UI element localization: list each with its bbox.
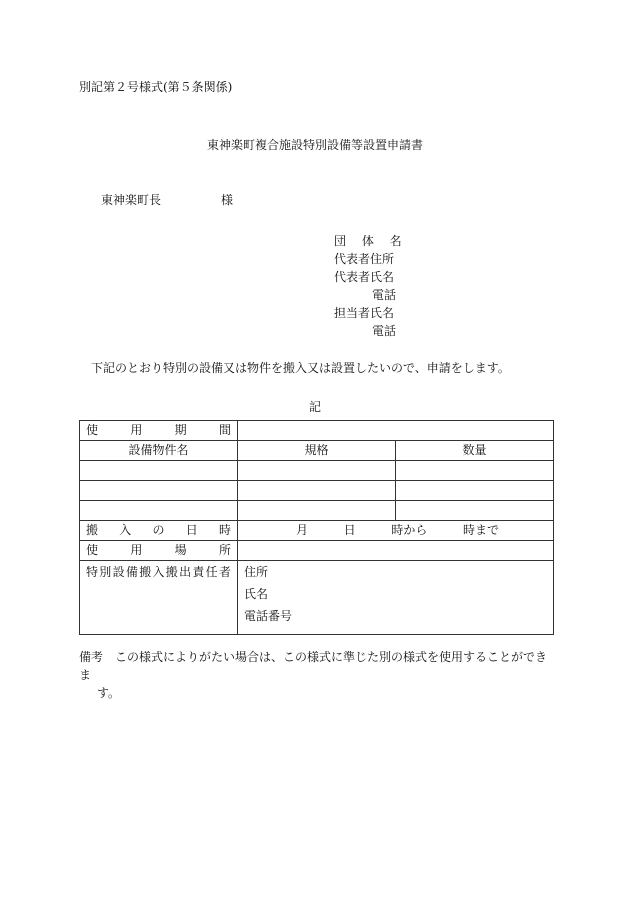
period-value-cell[interactable] xyxy=(238,421,554,441)
table-row xyxy=(80,521,554,541)
resp-name-label: 氏名 xyxy=(244,587,269,601)
qty-cell[interactable] xyxy=(396,501,554,521)
item-cell[interactable] xyxy=(80,461,238,481)
contact-phone-label: 電話 xyxy=(371,324,396,338)
carry-day: 日 xyxy=(343,523,356,538)
rep-name-label: 代表者氏名 xyxy=(334,270,395,284)
table-row xyxy=(80,421,554,441)
place-value-cell[interactable] xyxy=(238,541,554,561)
applicant-block xyxy=(334,232,408,340)
note xyxy=(79,648,555,702)
item-cell[interactable] xyxy=(80,501,238,521)
table-row xyxy=(80,481,554,501)
spec-cell[interactable] xyxy=(238,481,396,501)
carry-to: 時まで xyxy=(462,523,499,538)
carry-from: 時から xyxy=(391,523,428,538)
addressee-honorific: 様 xyxy=(221,193,234,207)
table-row xyxy=(80,561,554,635)
document-title: 東神楽町複合施設特別設備等設置申請書 xyxy=(206,138,423,152)
col-spec-header: 規格 xyxy=(238,441,396,461)
addressee-name: 東神楽町長 xyxy=(101,193,162,207)
contact-name-label: 担当者氏名 xyxy=(334,306,395,320)
note-line-1: 備考 この様式によりがたい場合は、この様式に準じた別の様式を使用することができま xyxy=(79,650,548,682)
request-text: 下記のとおり特別の設備又は物件を搬入又は設置したいので、申請をします。 xyxy=(91,361,510,375)
carry-in-value-cell[interactable] xyxy=(238,521,554,541)
carry-month: 月 xyxy=(296,523,309,538)
place-label: 使用場所 xyxy=(80,541,238,561)
rep-address-label: 代表者住所 xyxy=(334,252,395,266)
resp-address-label: 住所 xyxy=(244,565,269,579)
qty-cell[interactable] xyxy=(396,461,554,481)
responsible-label: 特別設備搬入搬出責任者 xyxy=(80,561,238,635)
addressee xyxy=(101,193,233,207)
table-row xyxy=(80,541,554,561)
table-row xyxy=(80,461,554,481)
table-row xyxy=(80,441,554,461)
responsible-value-cell[interactable] xyxy=(238,561,554,635)
resp-phone-label: 電話番号 xyxy=(244,609,293,623)
period-label: 使用期間 xyxy=(80,421,238,441)
application-table xyxy=(79,420,554,635)
item-cell[interactable] xyxy=(80,481,238,501)
spec-cell[interactable] xyxy=(238,461,396,481)
table-row xyxy=(80,501,554,521)
form-number: 別記第２号様式(第５条関係) xyxy=(79,80,233,94)
ki-heading: 記 xyxy=(308,400,321,414)
note-line-2: す。 xyxy=(97,686,121,700)
col-item-header: 設備物件名 xyxy=(80,441,238,461)
group-name-label: 団 体 名 xyxy=(334,234,408,248)
carry-in-label: 搬入の日時 xyxy=(80,521,238,541)
rep-phone-label: 電話 xyxy=(371,288,396,302)
spec-cell[interactable] xyxy=(238,501,396,521)
qty-cell[interactable] xyxy=(396,481,554,501)
col-qty-header: 数量 xyxy=(396,441,554,461)
